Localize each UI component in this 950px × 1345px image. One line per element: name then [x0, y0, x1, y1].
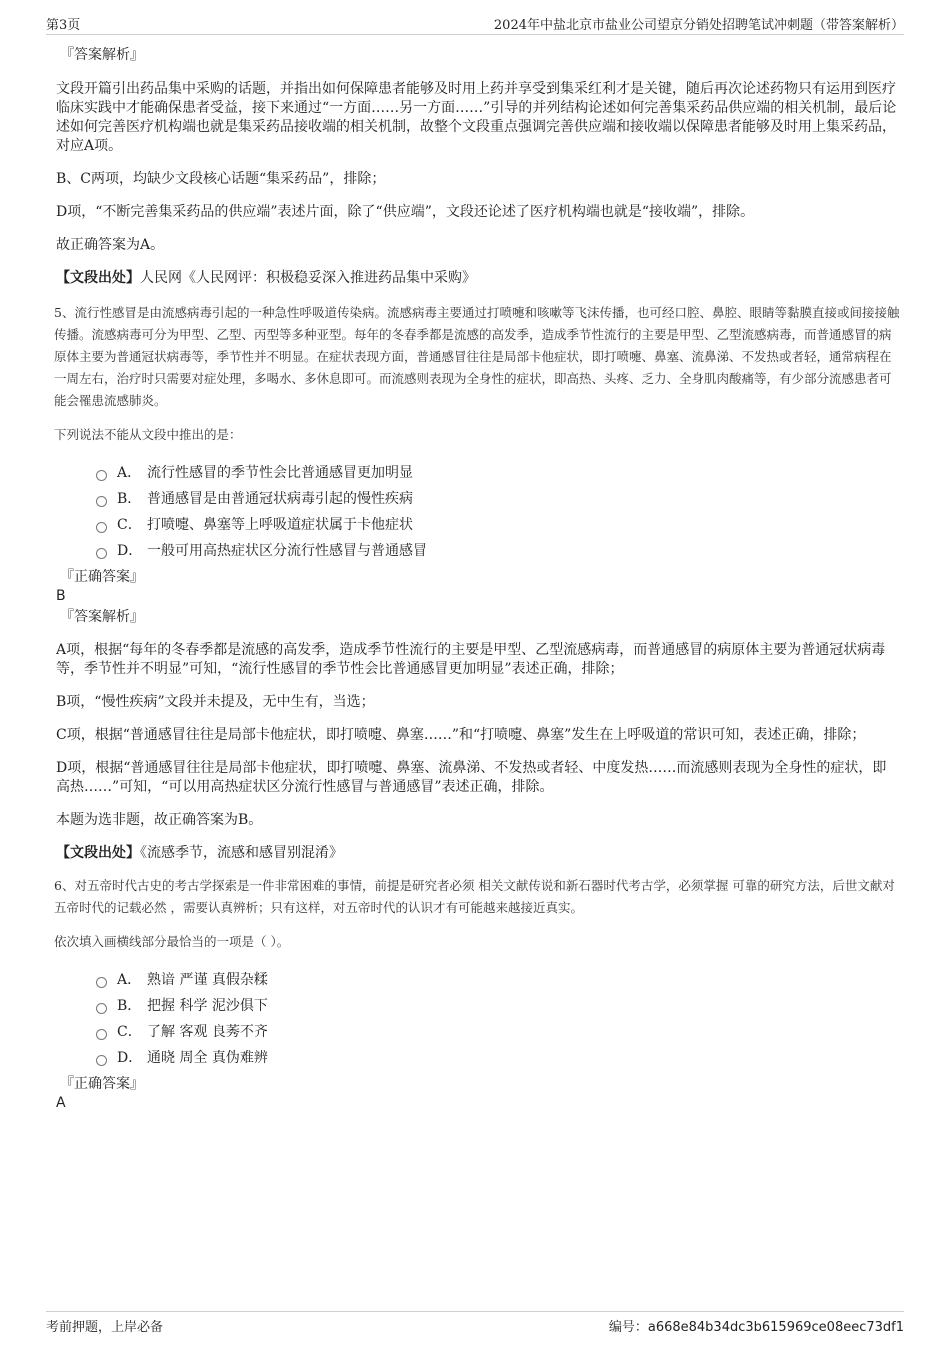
q4-source-label: 【文段出处】: [56, 270, 140, 286]
q5-analysis-label: 『答案解析』: [60, 609, 144, 625]
q5-option-c[interactable]: C． 打喷嚏、鼻塞等上呼吸道症状属于卡他症状: [96, 512, 900, 538]
radio-icon[interactable]: [96, 1055, 107, 1066]
q4-analysis-d: D项，“不断完善集采药品的供应端”表述片面，除了“供应端”，文段还论述了医疗机构端也就是“接收端”，排除。: [56, 204, 755, 220]
code-value: a668e84b34dc3b615969ce08eec73df1: [647, 1320, 904, 1335]
q4-analysis-bc: B、C两项，均缺少文段核心话题“集采药品”，排除；: [56, 171, 386, 187]
q5-stem: 5、流行性感冒是由流感病毒引起的一种急性呼吸道传染病。流感病毒主要通过打喷嚏和咳嗽等飞沫传播，也可经口腔、鼻腔、眼睛等黏膜直接或间接接触传播。流感病毒可分为甲型、乙型、丙型等多种亚型。每年的冬春季都是流感的高发季，造成季节性流行的主要是甲型、乙型流感病毒，而普通感冒的病原体主要为普通冠状病毒等，季节性并不明显。在症状表现方面，普通感冒往往是局部卡他症状，即打喷嚏、鼻塞、流鼻涕、不发热或者轻，通常病程在一周左右，治疗时只需要对症处理，多喝水、多休息即可。而流感则表现为全身性的症状，即高热、头疼、乏力、全身肌肉酸痛等，有少部分流感患者可能会罹患流感肺炎。: [54, 305, 900, 408]
q6-option-d[interactable]: D． 通晓 周全 真伪难辨: [96, 1045, 900, 1071]
q6-option-b[interactable]: B． 把握 科学 泥沙俱下: [96, 993, 900, 1019]
document-code: [609, 1316, 904, 1335]
page-header: [46, 14, 904, 35]
q5-option-a[interactable]: A． 流行性感冒的季节性会比普通感冒更加明显: [96, 460, 900, 486]
q5-options: [96, 460, 900, 564]
q4-source-text: 人民网《人民网评：积极稳妥深入推进药品集中采购》: [140, 270, 476, 286]
document-title: 2024年中盐北京市盐业公司望京分销处招聘笔试冲刺题（带答案解析）: [493, 18, 904, 33]
q5-analysis-b: B项，“慢性疾病”文段并未提及，无中生有，当选；: [56, 694, 375, 710]
radio-icon[interactable]: [96, 548, 107, 559]
q5-option-b[interactable]: B． 普通感冒是由普通冠状病毒引起的慢性疾病: [96, 486, 900, 512]
radio-icon[interactable]: [96, 1003, 107, 1014]
q6-prompt: 依次填入画横线部分最恰当的一项是（ ）。: [54, 934, 290, 949]
q6-options: [96, 967, 900, 1071]
q4-analysis-label: 『答案解析』: [60, 47, 144, 63]
q5-prompt: 下列说法不能从文段中推出的是：: [54, 427, 242, 442]
radio-icon[interactable]: [96, 496, 107, 507]
code-label: 编号：: [608, 1320, 648, 1335]
q4-analysis-main: 文段开篇引出药品集中采购的话题，并指出如何保障患者能够及时用上药并享受到集采红利才是关键，随后再次论述药物只有运用到医疗临床实践中才能确保患者受益，接下来通过“一方面……另一方面……”引导的并列结构论述如何完善集采药品供应端的相关机制，最后论述如何完善医疗机构端也就是集采药品接收端的相关机制，故整个文段重点强调完善供应端和接收端以保障患者能够及时用上集采药品，对应A项。: [56, 81, 897, 154]
q6-answer: A: [56, 1095, 66, 1111]
q6-option-a[interactable]: A． 熟谙 严谨 真假杂糅: [96, 967, 900, 993]
q4-source: [56, 269, 900, 288]
page-footer: [46, 1311, 904, 1336]
q5-answer: B: [56, 588, 66, 604]
q6-answer-label: 『正确答案』: [60, 1076, 144, 1092]
page-number: 第3页: [46, 18, 81, 33]
q4-conclusion: 故正确答案为A。: [56, 237, 165, 253]
radio-icon[interactable]: [96, 977, 107, 988]
q5-conclusion: 本题为选非题，故正确答案为B。: [56, 812, 263, 828]
q5-analysis-d: D项，根据“普通感冒往往是局部卡他症状，即打喷嚏、鼻塞、流鼻涕、不发热或者轻、中度发热……而流感则表现为全身性的症状，即高热……”可知，“可以用高热症状区分流行性感冒与普通感冒”表述正确，排除。: [56, 760, 887, 795]
radio-icon[interactable]: [96, 522, 107, 533]
q5-option-d[interactable]: D． 一般可用高热症状区分流行性感冒与普通感冒: [96, 538, 900, 564]
q5-answer-label: 『正确答案』: [60, 569, 144, 585]
q5-source-label: 【文段出处】: [56, 845, 140, 861]
q5-analysis-c: C项，根据“普通感冒往往是局部卡他症状，即打喷嚏、鼻塞……”和“打喷嚏、鼻塞”发生在上呼吸道的常识可知，表述正确，排除；: [56, 727, 866, 743]
radio-icon[interactable]: [96, 470, 107, 481]
q5-source: [56, 844, 900, 863]
q5-source-text: 《流感季节，流感和感冒别混淆》: [140, 845, 343, 861]
q6-option-c[interactable]: C． 了解 客观 良莠不齐: [96, 1019, 900, 1045]
page-content: [56, 46, 900, 1113]
q5-analysis-a: A项，根据“每年的冬春季都是流感的高发季，造成季节性流行的主要是甲型、乙型流感病毒，而普通感冒的病原体主要为普通冠状病毒等，季节性并不明显”可知，“流行性感冒的季节性会比普通感冒更加明显”表述正确，排除；: [56, 642, 886, 677]
q6-stem: 6、对五帝时代古史的考古学探索是一件非常困难的事情，前提是研究者必须 相关文献传说和新石器时代考古学，必须掌握 可靠的研究方法，后世文献对五帝时代的记载必然 ，需要认真辨析；只有这样，对五帝时代的认识才有可能越来越接近真实。: [54, 878, 895, 915]
footer-slogan: 考前押题，上岸必备: [46, 1320, 164, 1335]
radio-icon[interactable]: [96, 1029, 107, 1040]
